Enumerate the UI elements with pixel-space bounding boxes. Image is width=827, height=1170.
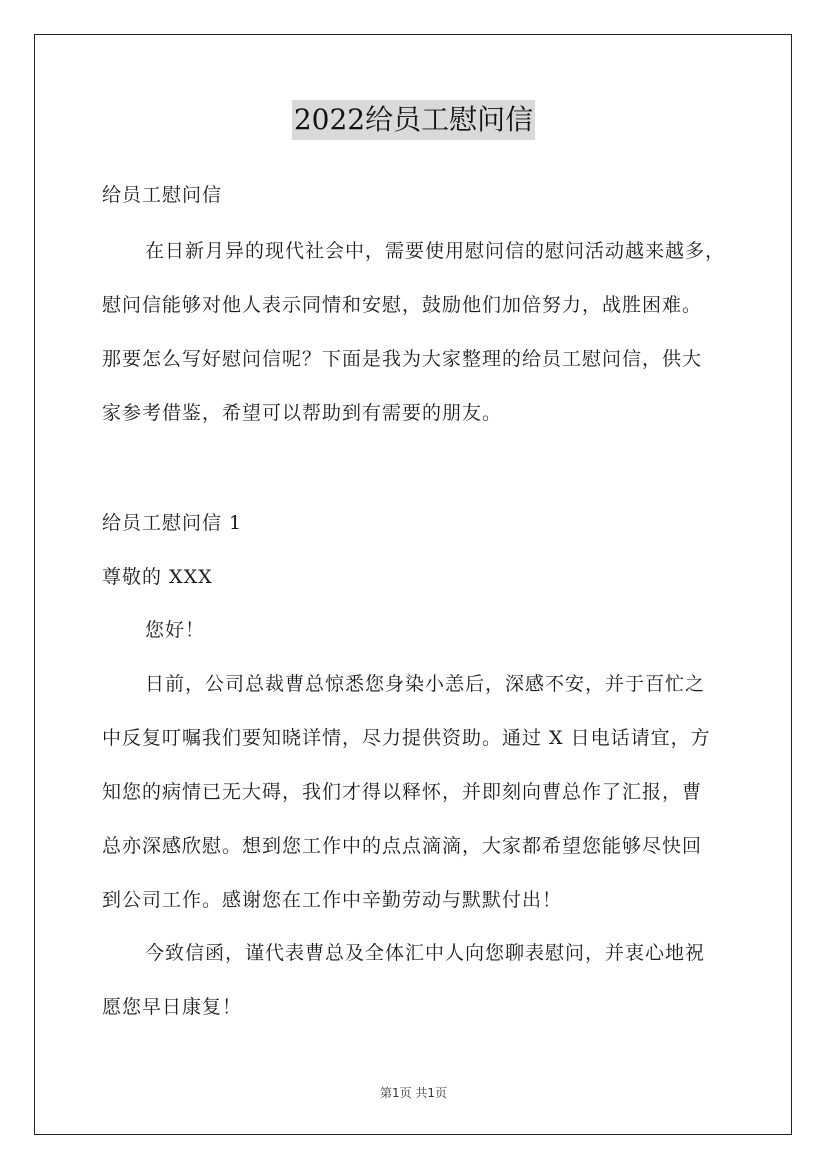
- greeting: 您好！: [145, 619, 206, 641]
- document-title: 2022给员工慰问信: [292, 100, 535, 140]
- paragraph-line: 愿您早日康复！: [102, 996, 243, 1018]
- section-heading: 给员工慰问信 1: [102, 512, 243, 534]
- paragraph-line: 到公司工作。感谢您在工作中辛勤劳动与默默付出！: [102, 889, 563, 911]
- paragraph-line: 在日新月异的现代社会中，需要使用慰问信的慰问活动越来越多，: [145, 240, 726, 262]
- paragraph-line: 日前，公司总裁曹总惊悉您身染小恙后，深感不安，并于百忙之: [145, 673, 706, 695]
- paragraph-line: 家参考借鉴，希望可以帮助到有需要的朋友。: [102, 402, 503, 424]
- salutation: 尊敬的 XXX: [102, 566, 213, 588]
- subtitle: 给员工慰问信: [102, 184, 223, 206]
- document-title-wrap: [0, 100, 827, 140]
- paragraph-line: 那要怎么写好慰问信呢？下面是我为大家整理的给员工慰问信，供大: [102, 348, 703, 370]
- paragraph-line: 今致信函，谨代表曹总及全体汇中人向您聊表慰问，并衷心地祝: [145, 942, 706, 964]
- paragraph-line: 慰问信能够对他人表示同情和安慰，鼓励他们加倍努力，战胜困难。: [102, 294, 703, 316]
- paragraph-line: 总亦深感欣慰。想到您工作中的点点滴滴，大家都希望您能够尽快回: [102, 835, 703, 857]
- paragraph-line: 知您的病情已无大碍，我们才得以释怀，并即刻向曹总作了汇报，曹: [102, 781, 703, 803]
- page-footer: 第1页 共1页: [379, 1086, 448, 1100]
- paragraph-line: 中反复叮嘱我们要知晓详情，尽力提供资助。通过 X 日电话请宜，方: [102, 727, 711, 749]
